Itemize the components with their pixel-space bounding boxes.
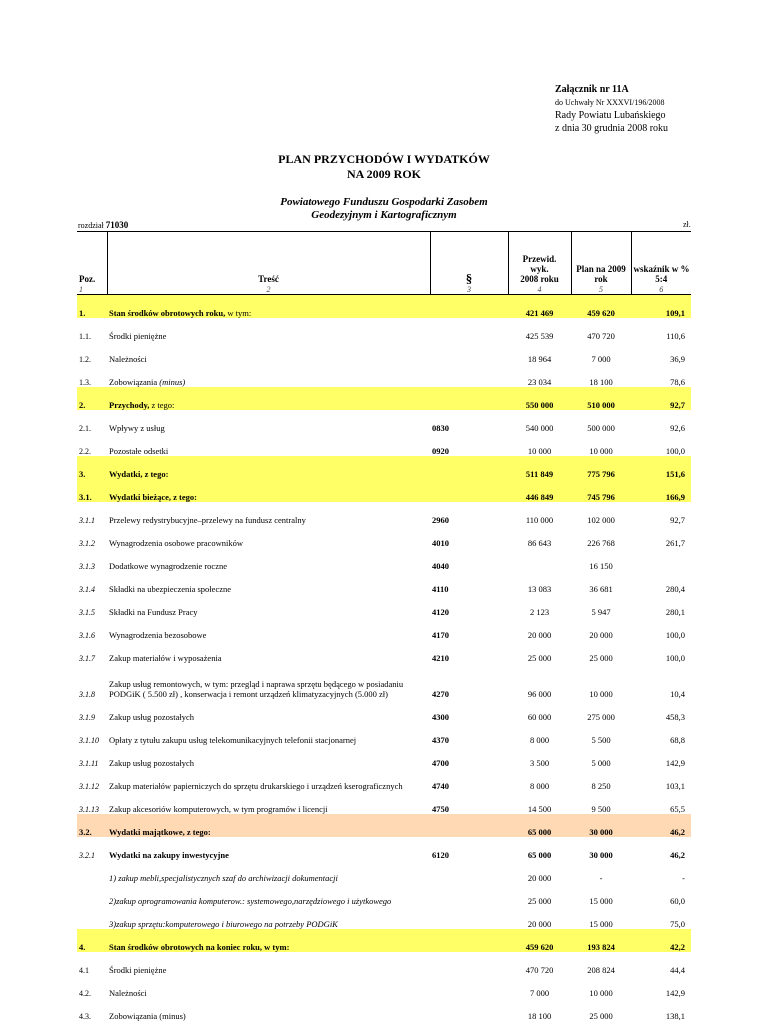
- table-row: [77, 640, 691, 663]
- row-wskaznik: 36,9: [631, 341, 691, 364]
- table-row: [77, 548, 691, 571]
- annex-resolution: do Uchwały Nr XXXVI/196/2008: [555, 96, 668, 109]
- row-position: 3.1.10: [77, 722, 107, 745]
- table-row: [77, 837, 691, 860]
- row-plan-2009: 459 620: [571, 295, 631, 319]
- row-position: 1.3.: [77, 364, 107, 387]
- row-description-suffix: (minus): [157, 377, 185, 387]
- row-wskaznik: 10,4: [631, 663, 691, 699]
- row-position: 1.1.: [77, 318, 107, 341]
- row-przewid-2008: 8 000: [508, 722, 571, 745]
- row-description-suffix: w tym:: [225, 308, 251, 318]
- table-row: [77, 318, 691, 341]
- row-description-suffix: z tego:: [149, 400, 174, 410]
- row-description-text: Zakup usług pozostałych: [109, 712, 194, 722]
- row-description-text: 2)zakup oprogramowania komputerow.: systemowego,narzędziowego i użytkowego: [109, 896, 391, 906]
- table-row: [77, 295, 691, 319]
- row-paragraph: [430, 814, 508, 837]
- col-num-3: 3: [430, 284, 508, 295]
- row-description: [107, 387, 430, 410]
- table-row: [77, 883, 691, 906]
- row-plan-2009: 193 824: [571, 929, 631, 952]
- header-wskaznik-l1: wskaźnik w %: [634, 264, 690, 274]
- row-position: 4.3.: [77, 998, 107, 1021]
- row-description: [107, 341, 430, 364]
- row-position: 3.1.2: [77, 525, 107, 548]
- table-row: [77, 745, 691, 768]
- row-description: [107, 906, 430, 929]
- row-description-text: Zakup usług pozostałych: [109, 758, 194, 768]
- row-wskaznik: 458,3: [631, 699, 691, 722]
- row-description: [107, 571, 430, 594]
- col-num-4: 4: [508, 284, 571, 295]
- row-paragraph: 0920: [430, 433, 508, 456]
- row-description-text: Stan środków obrotowych na koniec roku, w tym:: [109, 942, 289, 952]
- row-description: [107, 663, 430, 699]
- row-description-text: Stan środków obrotowych roku,: [109, 308, 225, 318]
- row-description: [107, 594, 430, 617]
- row-wskaznik: 261,7: [631, 525, 691, 548]
- row-wskaznik: 46,2: [631, 837, 691, 860]
- row-position: 3.1.1: [77, 502, 107, 525]
- row-description-text: Zakup akcesoriów komputerowych, w tym programów i licencji: [109, 804, 328, 814]
- table-row: [77, 814, 691, 837]
- row-paragraph: 4750: [430, 791, 508, 814]
- row-przewid-2008: 511 849: [508, 456, 571, 479]
- table-row: [77, 479, 691, 502]
- row-position: 3.1.6: [77, 617, 107, 640]
- header-poz: Poz.: [77, 232, 107, 285]
- row-przewid-2008: 25 000: [508, 883, 571, 906]
- row-przewid-2008: 8 000: [508, 768, 571, 791]
- row-description-text: 3)zakup sprzętu:komputerowego i biurowego na potrzeby PODGiK: [109, 919, 338, 929]
- row-plan-2009: 500 000: [571, 410, 631, 433]
- row-wskaznik: 100,0: [631, 617, 691, 640]
- row-description: [107, 433, 430, 456]
- row-przewid-2008: 20 000: [508, 860, 571, 883]
- row-description: [107, 814, 430, 837]
- table-row: [77, 952, 691, 975]
- row-description: [107, 929, 430, 952]
- row-position: 4.2.: [77, 975, 107, 998]
- table-row: [77, 525, 691, 548]
- row-plan-2009: 16 150: [571, 548, 631, 571]
- row-przewid-2008: 7 000: [508, 975, 571, 998]
- row-description: [107, 745, 430, 768]
- row-paragraph: [430, 318, 508, 341]
- row-przewid-2008: 14 500: [508, 791, 571, 814]
- row-przewid-2008: 459 620: [508, 929, 571, 952]
- row-wskaznik: 75,0: [631, 906, 691, 929]
- row-plan-2009: 745 796: [571, 479, 631, 502]
- row-description: [107, 502, 430, 525]
- row-paragraph: [430, 929, 508, 952]
- row-wskaznik: 110,6: [631, 318, 691, 341]
- row-przewid-2008: 20 000: [508, 617, 571, 640]
- row-description-text: Składki na Fundusz Pracy: [109, 607, 198, 617]
- document-subtitle: [0, 196, 768, 222]
- header-wskaznik: [631, 232, 691, 285]
- row-plan-2009: 10 000: [571, 975, 631, 998]
- row-plan-2009: 25 000: [571, 998, 631, 1021]
- row-wskaznik: 142,9: [631, 975, 691, 998]
- row-position: [77, 906, 107, 929]
- row-paragraph: [430, 364, 508, 387]
- table-row: [77, 341, 691, 364]
- table-row: [77, 617, 691, 640]
- row-description-text: Wpływy z usług: [109, 423, 165, 433]
- table-row: [77, 433, 691, 456]
- header-plan-l2: rok: [574, 274, 629, 284]
- row-description: [107, 479, 430, 502]
- col-num-5: 5: [571, 284, 631, 295]
- row-paragraph: [430, 456, 508, 479]
- row-plan-2009: 5 947: [571, 594, 631, 617]
- currency-unit: zł.: [683, 220, 691, 229]
- table-row: [77, 387, 691, 410]
- row-position: [77, 860, 107, 883]
- table-row: [77, 860, 691, 883]
- row-position: 3.2.1: [77, 837, 107, 860]
- table-row: [77, 929, 691, 952]
- row-przewid-2008: 3 500: [508, 745, 571, 768]
- row-przewid-2008: 10 000: [508, 433, 571, 456]
- row-przewid-2008: 23 034: [508, 364, 571, 387]
- row-przewid-2008: 18 964: [508, 341, 571, 364]
- row-przewid-2008: 65 000: [508, 837, 571, 860]
- row-plan-2009: 208 824: [571, 952, 631, 975]
- header-przewid-l2: wyk.: [511, 264, 569, 274]
- row-przewid-2008: 540 000: [508, 410, 571, 433]
- row-description-text: 1) zakup mebli,specjalistycznych szaf do archiwizacji dokumentacji: [109, 873, 338, 883]
- row-plan-2009: 226 768: [571, 525, 631, 548]
- row-przewid-2008: 425 539: [508, 318, 571, 341]
- row-wskaznik: 44,4: [631, 952, 691, 975]
- row-description-text: Wynagrodzenia osobowe pracowników: [109, 538, 243, 548]
- row-paragraph: [430, 906, 508, 929]
- row-przewid-2008: 65 000: [508, 814, 571, 837]
- chapter-label-text: rozdział: [78, 221, 104, 230]
- col-num-1: 1: [77, 284, 107, 295]
- row-przewid-2008: 86 643: [508, 525, 571, 548]
- header-plan-l1: Plan na 2009: [574, 264, 629, 274]
- row-description: [107, 768, 430, 791]
- row-description: [107, 525, 430, 548]
- table-row: [77, 663, 691, 699]
- row-plan-2009: 470 720: [571, 318, 631, 341]
- row-przewid-2008: 550 000: [508, 387, 571, 410]
- plan-table: [77, 231, 691, 1021]
- row-wskaznik: -: [631, 860, 691, 883]
- annex-block: [555, 83, 668, 135]
- row-position: 2.: [77, 387, 107, 410]
- row-wskaznik: 280,1: [631, 594, 691, 617]
- row-wskaznik: 68,8: [631, 722, 691, 745]
- row-plan-2009: 36 681: [571, 571, 631, 594]
- row-position: 3.1.7: [77, 640, 107, 663]
- chapter-label: [78, 220, 128, 230]
- table-row: [77, 906, 691, 929]
- table-row: [77, 571, 691, 594]
- header-przewid-l1: Przewid.: [511, 254, 569, 264]
- row-wskaznik: 65,5: [631, 791, 691, 814]
- col-num-6: 6: [631, 284, 691, 295]
- row-przewid-2008: 25 000: [508, 640, 571, 663]
- table-row: [77, 722, 691, 745]
- row-paragraph: 4210: [430, 640, 508, 663]
- row-position: 3.1.4: [77, 571, 107, 594]
- annex-title: Załącznik nr 11A: [555, 83, 668, 96]
- row-description: [107, 952, 430, 975]
- row-description: [107, 364, 430, 387]
- row-position: 1.: [77, 295, 107, 319]
- table-row: [77, 502, 691, 525]
- row-przewid-2008: 470 720: [508, 952, 571, 975]
- row-plan-2009: 30 000: [571, 814, 631, 837]
- header-plan: [571, 232, 631, 285]
- row-position: [77, 883, 107, 906]
- row-description-text: Zobowiązania (minus): [109, 1011, 186, 1021]
- row-paragraph: [430, 998, 508, 1021]
- row-description-text: Środki pieniężne: [109, 965, 166, 975]
- row-position: 1.2.: [77, 341, 107, 364]
- header-wskaznik-l2: 5:4: [634, 274, 690, 284]
- row-paragraph: 6120: [430, 837, 508, 860]
- row-plan-2009: 5 000: [571, 745, 631, 768]
- row-description: [107, 883, 430, 906]
- document-title: [0, 152, 768, 182]
- row-przewid-2008: 421 469: [508, 295, 571, 319]
- row-description-text: Zobowiązania: [109, 377, 157, 387]
- row-description: [107, 998, 430, 1021]
- row-paragraph: [430, 952, 508, 975]
- row-description-text: Przychody,: [109, 400, 149, 410]
- row-przewid-2008: 2 123: [508, 594, 571, 617]
- row-przewid-2008: 96 000: [508, 663, 571, 699]
- row-plan-2009: 30 000: [571, 837, 631, 860]
- row-przewid-2008: 446 849: [508, 479, 571, 502]
- document-subtitle-line2: Geodezyjnym i Kartograficznym: [0, 209, 768, 222]
- row-plan-2009: 9 500: [571, 791, 631, 814]
- row-description: [107, 975, 430, 998]
- row-paragraph: [430, 883, 508, 906]
- row-description: [107, 860, 430, 883]
- header-paragraph: §: [430, 232, 508, 285]
- row-wskaznik: 78,6: [631, 364, 691, 387]
- row-wskaznik: 92,7: [631, 502, 691, 525]
- document-title-line1: PLAN PRZYCHODÓW I WYDATKÓW: [0, 152, 768, 167]
- row-przewid-2008: 18 100: [508, 998, 571, 1021]
- row-description-text: Środki pieniężne: [109, 331, 166, 341]
- row-wskaznik: 100,0: [631, 433, 691, 456]
- row-description-text: Zakup usług remontowych, w tym: przegląd i naprawa sprzętu będącego w posiadaniu PODGiK ( 5.500 zł) , konserwacja i remont urządzeń klimatyzacyjnych (5.000 zł): [109, 679, 403, 699]
- col-num-2: 2: [107, 284, 430, 295]
- row-wskaznik: 138,1: [631, 998, 691, 1021]
- row-plan-2009: 15 000: [571, 906, 631, 929]
- row-description: [107, 640, 430, 663]
- row-description-text: Wydatki majątkowe, z tego:: [109, 827, 211, 837]
- row-description-text: Składki na ubezpieczenia społeczne: [109, 584, 231, 594]
- table-row: [77, 364, 691, 387]
- annex-council: Rady Powiatu Lubańskiego: [555, 109, 668, 122]
- row-paragraph: [430, 341, 508, 364]
- row-description-text: Należności: [109, 988, 147, 998]
- row-position: 3.1.3: [77, 548, 107, 571]
- row-plan-2009: 10 000: [571, 433, 631, 456]
- row-wskaznik: 151,6: [631, 456, 691, 479]
- row-plan-2009: 20 000: [571, 617, 631, 640]
- row-wskaznik: 46,2: [631, 814, 691, 837]
- row-paragraph: [430, 975, 508, 998]
- row-wskaznik: 280,4: [631, 571, 691, 594]
- row-wskaznik: 109,1: [631, 295, 691, 319]
- row-position: 3.1.8: [77, 663, 107, 699]
- row-description-text: Opłaty z tytułu zakupu usług telekomunikacyjnych telefonii stacjonarnej: [109, 735, 356, 745]
- row-paragraph: 4700: [430, 745, 508, 768]
- row-description: [107, 617, 430, 640]
- row-position: 3.1.13: [77, 791, 107, 814]
- row-plan-2009: 15 000: [571, 883, 631, 906]
- row-position: 4.1: [77, 952, 107, 975]
- row-paragraph: [430, 387, 508, 410]
- row-wskaznik: 60,0: [631, 883, 691, 906]
- row-position: 3.2.: [77, 814, 107, 837]
- row-position: 2.2.: [77, 433, 107, 456]
- row-przewid-2008: 20 000: [508, 906, 571, 929]
- row-description: [107, 318, 430, 341]
- row-position: 2.1.: [77, 410, 107, 433]
- row-description-text: Wydatki bieżące, z tego:: [109, 492, 197, 502]
- row-plan-2009: 18 100: [571, 364, 631, 387]
- row-wskaznik: 103,1: [631, 768, 691, 791]
- row-position: 3.1.12: [77, 768, 107, 791]
- row-paragraph: [430, 479, 508, 502]
- row-position: 3.1.9: [77, 699, 107, 722]
- row-description: [107, 295, 430, 319]
- row-paragraph: 4370: [430, 722, 508, 745]
- row-description: [107, 699, 430, 722]
- row-position: 3.1.: [77, 479, 107, 502]
- row-paragraph: 2960: [430, 502, 508, 525]
- row-description-text: Wydatki, z tego:: [109, 469, 168, 479]
- row-wskaznik: 142,9: [631, 745, 691, 768]
- table-row: [77, 594, 691, 617]
- row-paragraph: 4110: [430, 571, 508, 594]
- row-description-text: Dodatkowe wynagrodzenie roczne: [109, 561, 227, 571]
- row-plan-2009: 5 500: [571, 722, 631, 745]
- row-description: [107, 837, 430, 860]
- row-description-text: Zakup materiałów i wyposażenia: [109, 653, 222, 663]
- row-position: 3.: [77, 456, 107, 479]
- table-row: [77, 975, 691, 998]
- header-przewid: [508, 232, 571, 285]
- row-description-text: Zakup materiałów papierniczych do sprzętu drukarskiego i urządzeń kserograficznych: [109, 781, 403, 791]
- row-paragraph: 4740: [430, 768, 508, 791]
- row-paragraph: 4040: [430, 548, 508, 571]
- row-paragraph: 4300: [430, 699, 508, 722]
- row-wskaznik: 42,2: [631, 929, 691, 952]
- row-plan-2009: 102 000: [571, 502, 631, 525]
- row-plan-2009: 7 000: [571, 341, 631, 364]
- row-paragraph: 4010: [430, 525, 508, 548]
- row-wskaznik: 100,0: [631, 640, 691, 663]
- row-description: [107, 456, 430, 479]
- row-paragraph: 4170: [430, 617, 508, 640]
- row-description: [107, 410, 430, 433]
- row-description-text: Należności: [109, 354, 147, 364]
- table-body: [77, 295, 691, 1021]
- row-przewid-2008: 60 000: [508, 699, 571, 722]
- row-plan-2009: 10 000: [571, 663, 631, 699]
- row-paragraph: 4120: [430, 594, 508, 617]
- row-plan-2009: 8 250: [571, 768, 631, 791]
- row-wskaznik: 92,7: [631, 387, 691, 410]
- row-plan-2009: 25 000: [571, 640, 631, 663]
- row-position: 3.1.5: [77, 594, 107, 617]
- row-przewid-2008: 13 083: [508, 571, 571, 594]
- chapter-number: 71030: [106, 220, 129, 230]
- row-paragraph: [430, 295, 508, 319]
- row-przewid-2008: 110 000: [508, 502, 571, 525]
- row-paragraph: 4270: [430, 663, 508, 699]
- table-row: [77, 998, 691, 1021]
- table-row: [77, 456, 691, 479]
- header-tresc: Treść: [107, 232, 430, 285]
- row-przewid-2008: [508, 548, 571, 571]
- row-paragraph: 0830: [430, 410, 508, 433]
- row-plan-2009: -: [571, 860, 631, 883]
- row-description-text: Wydatki na zakupy inwestycyjne: [109, 850, 229, 860]
- row-position: 4.: [77, 929, 107, 952]
- table-row: [77, 791, 691, 814]
- table-row: [77, 410, 691, 433]
- table-row: [77, 699, 691, 722]
- row-plan-2009: 775 796: [571, 456, 631, 479]
- row-wskaznik: 92,6: [631, 410, 691, 433]
- row-wskaznik: 166,9: [631, 479, 691, 502]
- document-title-line2: NA 2009 ROK: [0, 167, 768, 182]
- header-przewid-l3: 2008 roku: [511, 274, 569, 284]
- row-description: [107, 791, 430, 814]
- row-plan-2009: 510 000: [571, 387, 631, 410]
- row-description-text: Wynagrodzenia bezosobowe: [109, 630, 206, 640]
- row-paragraph: [430, 860, 508, 883]
- header-row: [77, 232, 691, 285]
- row-plan-2009: 275 000: [571, 699, 631, 722]
- column-number-row: [77, 284, 691, 295]
- row-description: [107, 722, 430, 745]
- annex-date: z dnia 30 grudnia 2008 roku: [555, 122, 668, 135]
- row-description-text: Przelewy redystrybucyjne–przelewy na fundusz centralny: [109, 515, 306, 525]
- row-description: [107, 548, 430, 571]
- row-description-text: Pozostałe odsetki: [109, 446, 168, 456]
- row-position: 3.1.11: [77, 745, 107, 768]
- document-subtitle-line1: Powiatowego Funduszu Gospodarki Zasobem: [0, 196, 768, 209]
- row-wskaznik: [631, 548, 691, 571]
- table-row: [77, 768, 691, 791]
